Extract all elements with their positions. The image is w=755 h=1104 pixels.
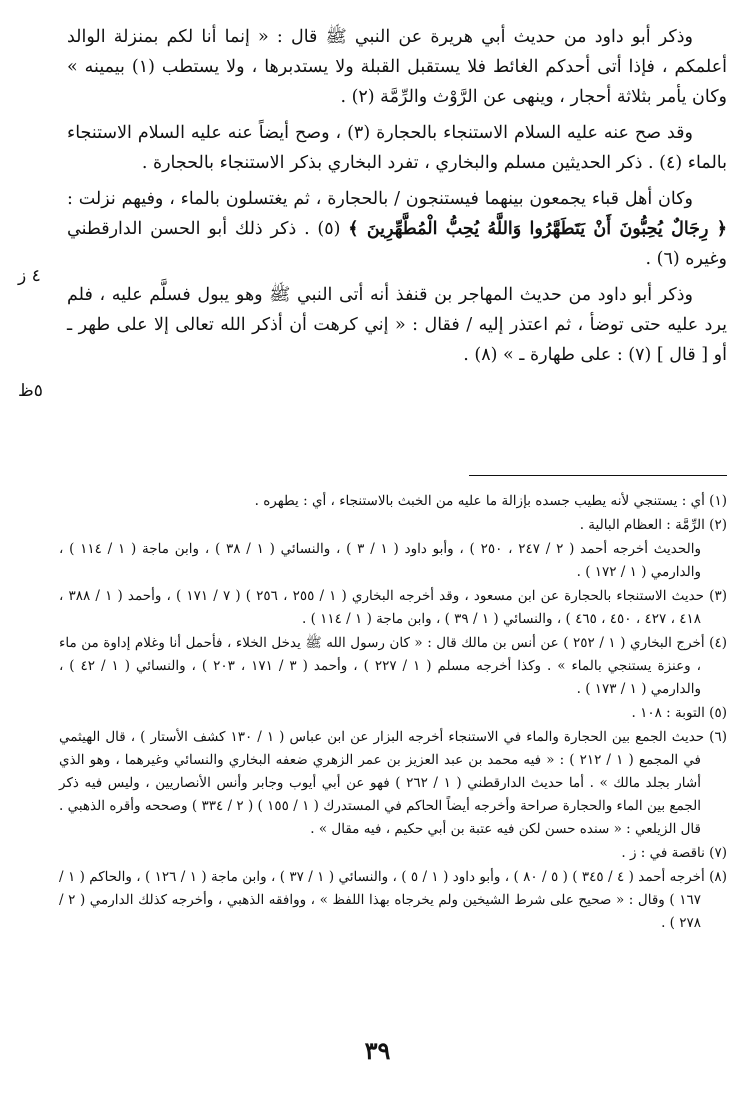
- footnote-2-continuation: والحديث أخرجه أحمد ( ٢ / ٢٤٧ ، ٢٥٠ ) ، وأبو داود ( ١ / ٣ ) ، والنسائي ( ١ / ٣٨ ) ، وابن ماجة ( ١ / ١١٤ ) ، والدارمي ( ١ / ١٧٢ ) .: [59, 541, 701, 580]
- page-number: ٣٩: [364, 1036, 391, 1065]
- paragraph-abu-dawud-hadith: وذكر أبو داود من حديث أبي هريرة عن النبي ﷺ قال : « إنما أنا لكم بمنزلة الوالد أعلمكم ، فإذا أتى أحدكم الغائط فلا يستقبل القبلة ولا يستدبرها ، ولا يستطب (١) بيمينه » وكان يأمر بثلاثة أحجار ، وينهى عن الرَّوْث والرِّمَّة (٢) .: [67, 27, 728, 107]
- footnote-4: (٤) أخرج البخاري ( ١ / ٢٥٢ ) عن أنس بن مالك قال : « كان رسول الله ﷺ يدخل الخلاء ، فأحمل أنا وغلام إداوة من ماء ، وعنزة يستنجي بالماء » . وكذا أخرجه مسلم ( ١ / ٢٢٧ ) ، وأحمد ( ٣ / ١٧١ ، ٢٠٣ ) ، والنسائي ( ١ / ٤٢ ) ، والدارمي ( ١ / ١٧٣ ) .: [59, 635, 727, 697]
- paragraph-quba-people: [67, 184, 727, 274]
- footnote-1: (١) أي : يستنجي لأنه يطيب جسده بإزالة ما عليه من الخبث بالاستنجاء ، أي : يطهره .: [254, 493, 727, 509]
- margin-note-manuscript-z4: ٤ ز: [18, 266, 41, 286]
- margin-note-manuscript-z5: ٥ظ: [18, 381, 43, 401]
- footnote-8: (٨) أخرجه أحمد ( ٤ / ٣٤٥ ) ( ٥ / ٨٠ ) ، وأبو داود ( ١ / ٥ ) ، والنسائي ( ١ / ٣٧ ) ، وابن ماجة ( ١ / ١٢٦ ) ، والحاكم ( ١ / ١٦٧ ) وقال : « صحيح على شرط الشيخين ولم يخرجاه بهذا اللفظ » ، ووافقه الذهبي ، وأخرجه كذلك الدارمي ( ٢ / ٢٧٨ ) .: [59, 869, 727, 931]
- paragraph-quba-citation: (٥) . ذكر ذلك أبو الحسن الدارقطني وغيره (٦) .: [67, 219, 727, 269]
- paragraph-muhajir-hadith: وذكر أبو داود من حديث المهاجر بن قنفذ أنه أتى النبي ﷺ وهو يبول فسلَّم عليه ، فلم يرد عليه حتى توضأ ، ثم اعتذر إليه / فقال : « إني كرهت أن أذكر الله تعالى إلا على طهر ـ أو [ قال ] (٧) : على طهارة ـ » (٨) .: [67, 285, 727, 365]
- footnote-6: (٦) حديث الجمع بين الحجارة والماء في الاستنجاء أخرجه البزار عن ابن عباس ( ١ / ١٣٠ كشف الأستار ) ، قال الهيثمي في المجمع ( ١ / ٢١٢ ) : « فيه محمد بن عبد العزيز بن عمر الزهري ضعفه البخاري والنسائي وغيرهما ، وهو الذي أشار بجلد مالك » . أما حديث الدارقطني ( ١ / ٢٦٢ ) فهو عن أبي أيوب وجابر وأنس الأنصاريين ، وليس فيه ذكر الجمع بين الماء والحجارة صراحة وأخرجه أيضاً الحاكم في المستدرك ( ١ / ١٥٥ ) ( ٢ / ٣٣٤ ) وصححه وأقره الذهبي . قال الزيلعي : « سنده حسن لكن فيه عتبة بن أبي حكيم ، فيه مقال » .: [59, 729, 727, 837]
- paragraph-istinja-stones: وقد صح عنه عليه السلام الاستنجاء بالحجارة (٣) ، وصح أيضاً عنه عليه السلام الاستنجاء بالماء (٤) . ذكر الحديثين مسلم والبخاري ، تفرد البخاري بذكر الاستنجاء بالحجارة .: [67, 123, 727, 173]
- footnote-5: (٥) التوبة : ١٠٨ .: [631, 705, 727, 721]
- quran-verse: ﴿ رِجَالٌ يُحِبُّونَ أَنْ يَتَطَهَّرُوا وَاللَّهُ يُحِبُّ الْمُطَّهِّرِينَ ﴾: [348, 219, 727, 239]
- main-text: [67, 22, 727, 376]
- footnotes: [59, 490, 727, 936]
- footnote-separator: [469, 475, 727, 476]
- paragraph-quba-text: وكان أهل قباء يجمعون بينهما فيستنجون / بالحجارة ، ثم يغتسلون بالماء ، وفيهم نزلت :: [67, 189, 693, 209]
- footnote-7: (٧) ناقصة في : ز .: [621, 845, 727, 861]
- footnote-2: (٢) الرِّمَّة : العظام البالية .: [579, 517, 727, 533]
- footnote-3: (٣) حديث الاستنجاء بالحجارة عن ابن مسعود ، وقد أخرجه البخاري ( ١ / ٢٥٥ ، ٢٥٦ ) ( ٧ / ١٧١ ) ، وأحمد ( ١ / ٣٨٨ ، ٤١٨ ، ٤٢٧ ، ٤٥٠ ، ٤٦٥ ) ، والنسائي ( ١ / ٣٩ ) ، وابن ماجة ( ١ / ١١٤ ) .: [59, 588, 727, 627]
